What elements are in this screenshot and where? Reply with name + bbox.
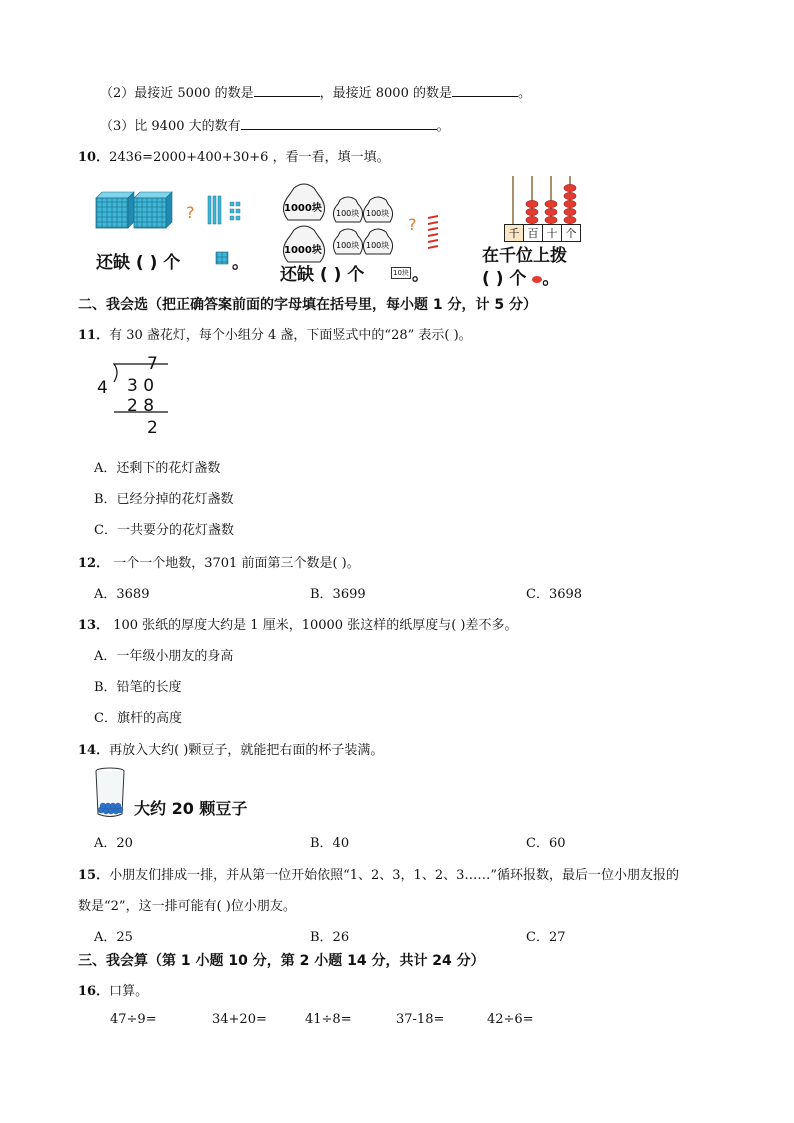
q14-question: 14．再放入大约( )颗豆子，就能把右面的杯子装满。 [78, 743, 384, 758]
q15-question-line1: 15．小朋友们排成一排，并从第一位开始依照“1、2、3，1、2、3……”循环报数，最后一位小朋友报的 [78, 868, 680, 883]
q11-option-a[interactable]: A．还剩下的花灯盏数 [94, 461, 221, 476]
mental-math-item[interactable]: 34+20= [212, 1012, 267, 1027]
division-product: 2 8 [127, 396, 155, 416]
q10-picture-abacus [480, 174, 584, 289]
abacus-bead [564, 184, 576, 191]
division-dividend: 3 0 [127, 376, 155, 396]
ten-yuan-bag-icon: 10块 [393, 269, 409, 277]
q16-question: 16．口算。 [78, 984, 149, 999]
place-hundreds: 百 [524, 224, 543, 242]
bead-icon [532, 276, 542, 283]
division-divisor: 4 [97, 378, 108, 398]
q10-question: 10．2436=2000+400+30+6 ，看一看，填一填。 [78, 150, 390, 165]
bag-label: 1000块 [284, 245, 322, 256]
q12-question: 12． 一个一个地数，3701 前面第三个数是( )。 [78, 556, 360, 571]
abacus-place-row [504, 224, 581, 242]
bag-label: 100块 [336, 209, 360, 218]
q15-option-b[interactable]: B．26 [310, 930, 350, 945]
q14-option-a[interactable]: A．20 [94, 836, 133, 851]
abacus-bead [526, 208, 538, 215]
abacus-bead [564, 192, 576, 199]
q9-part3: （3）比 9400 大的数有 。 [100, 119, 450, 134]
place-ones: 个 [562, 224, 581, 242]
q13-option-a[interactable]: A．一年级小朋友的身高 [94, 649, 234, 664]
bag-label: 100块 [366, 209, 390, 218]
q10-pic2-label: 还缺 ( ) 个 [280, 265, 365, 285]
svg-text:?: ? [186, 203, 195, 222]
q12-option-c[interactable]: C．3698 [526, 587, 583, 602]
abacus-bead [564, 208, 576, 215]
bag-label: 100块 [336, 241, 360, 250]
q11-option-c[interactable]: C．一共要分的花灯盏数 [94, 523, 234, 538]
mental-math-item[interactable]: 37-18= [396, 1012, 445, 1027]
bag-label: 1000块 [284, 203, 322, 214]
q13-option-b[interactable]: B．铅笔的长度 [94, 680, 182, 695]
bag-label: 100块 [366, 241, 390, 250]
q11-option-b[interactable]: B．已经分掉的花灯盏数 [94, 492, 234, 507]
abacus-bead [545, 208, 557, 215]
mental-math-item[interactable]: 47÷9= [110, 1012, 157, 1027]
answer-blank[interactable] [241, 117, 437, 130]
place-tens: 十 [543, 224, 562, 242]
q10-pic1-label: 还缺 ( ) 个 [96, 253, 181, 273]
abacus-bead [545, 200, 557, 207]
cup-label: 大约 20 颗豆子 [134, 799, 248, 818]
q15-option-c[interactable]: C．27 [526, 930, 566, 945]
mental-math-item[interactable]: 42÷6= [487, 1012, 534, 1027]
q12-option-b[interactable]: B．3699 [310, 587, 366, 602]
section-2-title: 二、我会选（把正确答案前面的字母填在括号里，每小题 1 分，计 5 分） [78, 297, 537, 313]
q14-option-c[interactable]: C．60 [526, 836, 566, 851]
mental-math-item[interactable]: 41÷8= [305, 1012, 352, 1027]
abacus-bead [526, 200, 538, 207]
abacus-bead [564, 200, 576, 207]
section-3-title: 三、我会算（第 1 小题 10 分，第 2 小题 14 分，共计 24 分） [78, 953, 485, 969]
q13-option-c[interactable]: C．旗杆的高度 [94, 711, 182, 726]
q9-part2: （2）最接近 5000 的数是 ，最接近 8000 的数是 。 [100, 86, 531, 101]
q10-picture-bags: 1000块 1000块 100块 100块 100块 100块 ? 还缺 ( ) 个 10块 。 [278, 178, 458, 282]
q12-option-a[interactable]: A．3689 [94, 587, 150, 602]
q13-question: 13． 100 张纸的厚度大约是 1 厘米，10000 张这样的纸厚度与( )差不多。 [78, 618, 518, 633]
cup-icon [92, 766, 128, 820]
q10-picture-cubes: ? 还缺 ( ) 个 。 [92, 182, 258, 282]
division-remainder: 2 [147, 418, 158, 438]
place-thousands: 千 [504, 224, 524, 242]
abacus-bead [526, 216, 538, 223]
q10-pic3-line2: ( ) 个 。 [482, 269, 560, 289]
svg-text:?: ? [408, 215, 417, 234]
q15-option-a[interactable]: A．25 [94, 930, 133, 945]
answer-blank[interactable] [254, 84, 320, 97]
abacus-bead [564, 216, 576, 223]
q11-question: 11．有 30 盏花灯，每个小组分 4 盏，下面竖式中的“28” 表示( )。 [78, 328, 472, 343]
division-quotient: 7 [147, 354, 158, 374]
abacus-bead [545, 216, 557, 223]
q14-cup-picture [92, 766, 262, 822]
q10-pic3-line1: 在千位上拨 [482, 246, 567, 266]
q15-question-line2: 数是“2”，这一排可能有( )位小朋友。 [78, 899, 296, 914]
q14-option-b[interactable]: B．40 [310, 836, 350, 851]
long-division [92, 354, 182, 440]
answer-blank[interactable] [452, 84, 518, 97]
